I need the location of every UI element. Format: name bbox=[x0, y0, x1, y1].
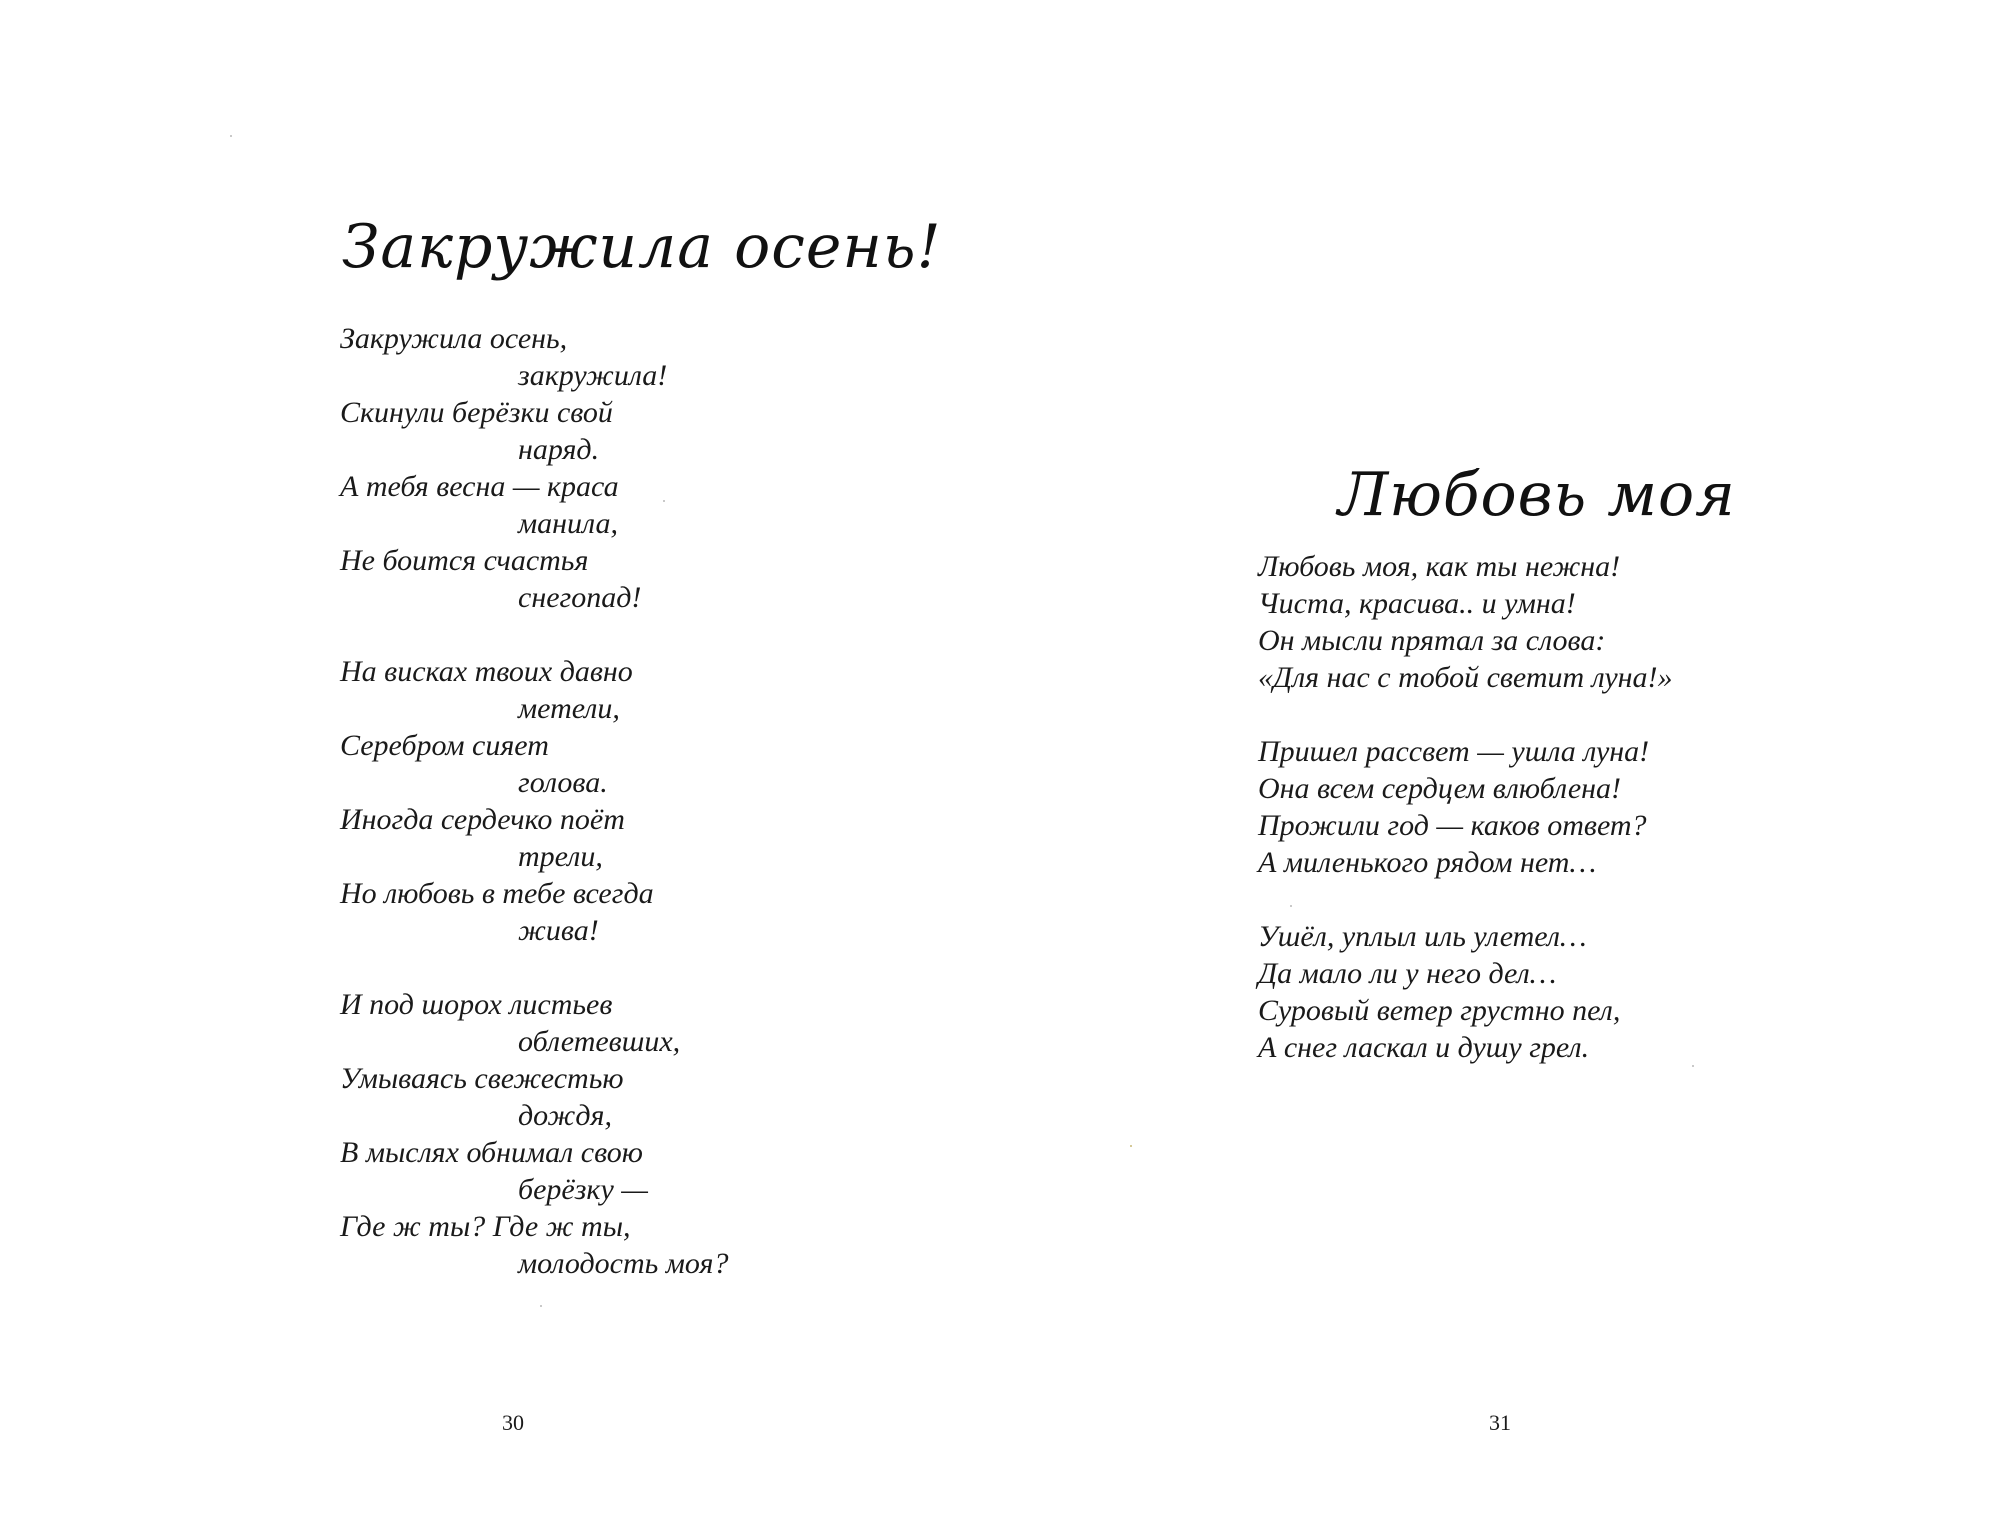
poem-line: Но любовь в тебе всегда bbox=[340, 877, 654, 910]
poem-line: Умываясь свежестью bbox=[340, 1062, 624, 1095]
poem-line: На висках твоих давно bbox=[340, 655, 633, 688]
poem-line: закружила! bbox=[518, 359, 668, 392]
poem-line: наряд. bbox=[518, 433, 600, 466]
scan-speck bbox=[663, 500, 665, 502]
poem-line: В мыслях обнимал свою bbox=[340, 1136, 643, 1169]
scan-speck bbox=[1692, 1065, 1694, 1067]
poem-line: А миленького рядом нет… bbox=[1258, 846, 1597, 879]
poem-line: Иногда сердечко поёт bbox=[340, 803, 625, 836]
right-page bbox=[1000, 0, 2000, 1530]
scan-speck bbox=[540, 1305, 542, 1307]
poem-line: молодость моя? bbox=[518, 1247, 729, 1280]
poem-line: голова. bbox=[518, 766, 608, 799]
poem-line: Прожили год — каков ответ? bbox=[1258, 809, 1647, 842]
stanza bbox=[1258, 918, 1673, 1066]
poem-body bbox=[340, 320, 728, 1282]
poem-line: Она всем сердцем влюблена! bbox=[1258, 772, 1622, 805]
scan-speck bbox=[1290, 905, 1292, 907]
poem-line: жива! bbox=[518, 914, 599, 947]
poem-line: дождя, bbox=[518, 1099, 612, 1132]
poem-line: Да мало ли у него дел… bbox=[1258, 957, 1557, 990]
poem-line: метели, bbox=[518, 692, 620, 725]
poem-title: Закружила осень! bbox=[342, 212, 942, 282]
poem-title: Любовь моя bbox=[1338, 460, 1736, 530]
poem-line: И под шорох листьев bbox=[340, 988, 613, 1021]
poem-line: Любовь моя, как ты нежна! bbox=[1258, 550, 1621, 583]
poem-line: А снег ласкал и душу грел. bbox=[1258, 1031, 1590, 1064]
poem-line: Где ж ты? Где ж ты, bbox=[340, 1210, 631, 1243]
poem-line: снегопад! bbox=[518, 581, 642, 614]
poem-line: Серебром сияет bbox=[340, 729, 549, 762]
poem-line: манила, bbox=[518, 507, 618, 540]
poem-line: Суровый ветер грустно пел, bbox=[1258, 994, 1621, 1027]
poem-line: Он мысли прятал за слова: bbox=[1258, 624, 1606, 657]
page-number: 30 bbox=[502, 1410, 524, 1435]
poem-line: Ушёл, уплыл иль улетел… bbox=[1258, 920, 1587, 953]
stanza bbox=[340, 986, 728, 1282]
scan-speck bbox=[230, 135, 232, 137]
poem-body bbox=[1258, 548, 1673, 1066]
stanza bbox=[1258, 733, 1673, 881]
poem-line: Закружила осень, bbox=[340, 322, 568, 355]
poem-line: Скинули берёзки свой bbox=[340, 396, 613, 429]
scan-speck bbox=[1130, 1145, 1132, 1147]
poem-line: облетевших, bbox=[518, 1025, 681, 1058]
poem-line: берёзку — bbox=[518, 1173, 648, 1206]
stanza bbox=[1258, 548, 1673, 696]
stanza bbox=[340, 653, 728, 949]
poem-line: Чиста, красива.. и умна! bbox=[1258, 587, 1576, 620]
poem-line: «Для нас с тобой светит луна!» bbox=[1258, 661, 1673, 694]
stanza bbox=[340, 320, 728, 616]
poem-line: Пришел рассвет — ушла луна! bbox=[1258, 735, 1650, 768]
poem-line: трели, bbox=[518, 840, 603, 873]
poem-line: Не боится счастья bbox=[340, 544, 589, 577]
page-number: 31 bbox=[1489, 1410, 1511, 1435]
poem-line: А тебя весна — краса bbox=[340, 470, 619, 503]
